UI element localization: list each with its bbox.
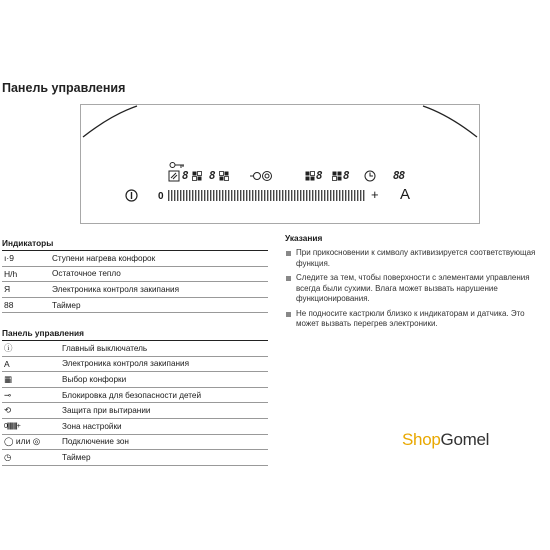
note-text: Следите за тем, чтобы поверхности с элементами управления всегда были сухими. Влага может вызвать нарушение функционирования. xyxy=(296,273,530,303)
table-row xyxy=(2,282,268,298)
display-3: 8 xyxy=(316,169,322,182)
key-lock-icon[interactable] xyxy=(169,161,185,169)
row-label: Таймер xyxy=(62,452,91,462)
row-label: Электроника контроля закипания xyxy=(52,284,180,294)
table-row xyxy=(2,435,268,451)
note-item xyxy=(285,248,549,269)
note-item xyxy=(285,273,549,305)
cooktop-curve-right xyxy=(419,105,479,145)
zone-select-icon-1[interactable] xyxy=(192,171,202,181)
table-row xyxy=(2,419,268,435)
key-lock-icon: ⊸ xyxy=(4,389,12,400)
bullet-icon xyxy=(286,312,291,317)
display-4: 8 xyxy=(343,169,349,182)
row-label: Блокировка для безопасности детей xyxy=(62,390,202,400)
notes-title: Указания xyxy=(285,233,323,243)
slider-zero-label: 0 xyxy=(158,191,164,202)
timer-icon: ◷ xyxy=(4,451,12,462)
timer-icon[interactable] xyxy=(364,170,376,182)
slider-plus-label: + xyxy=(371,187,379,202)
boil-control-icon: A xyxy=(4,358,10,369)
brand-part-2: Gomel xyxy=(440,430,490,449)
note-item xyxy=(285,309,549,330)
controls-title: Панель управления xyxy=(2,328,268,341)
bullet-icon xyxy=(286,251,291,256)
row-label: Выбор конфорки xyxy=(62,374,127,384)
brand-part-1: Shop xyxy=(402,430,441,449)
control-panel-illustration xyxy=(80,104,480,224)
controls-section xyxy=(2,328,268,466)
zone-select-icon-4[interactable] xyxy=(332,171,342,181)
table-row xyxy=(2,251,268,267)
boil-control-symbol: Я xyxy=(4,284,11,295)
table-row xyxy=(2,388,268,404)
zone-select-icon: ▦ xyxy=(4,373,13,384)
cooktop-curve-left xyxy=(81,105,141,145)
notes-section xyxy=(285,233,549,334)
note-text: При прикосновении к символу активизируется соответствующая функция. xyxy=(296,248,536,268)
power-icon[interactable] xyxy=(125,189,138,202)
row-label: Зона настройки xyxy=(62,421,122,431)
table-row xyxy=(2,372,268,388)
table-row xyxy=(2,403,268,419)
zone-select-icon-3[interactable] xyxy=(305,171,315,181)
power-icon: ⓘ xyxy=(4,343,13,354)
timer-display-symbol: 88 xyxy=(4,300,14,311)
page-title: Панель управления xyxy=(2,81,126,95)
brand-logo xyxy=(402,430,489,450)
zone-select-icon-2[interactable] xyxy=(219,171,229,181)
timer-display: 88 xyxy=(393,169,405,182)
wipe-protection-icon: ⟲ xyxy=(4,405,12,416)
row-label: Остаточное тепло xyxy=(52,269,121,279)
bullet-icon xyxy=(286,276,291,281)
display-1: 8 xyxy=(182,169,188,182)
heat-level-symbol: ı·9 xyxy=(4,253,14,264)
wipe-protection-icon[interactable] xyxy=(168,170,180,182)
indicators-title: Индикаторы xyxy=(2,238,268,251)
row-label: Электроника контроля закипания xyxy=(62,359,190,369)
table-row xyxy=(2,357,268,373)
table-row xyxy=(2,450,268,466)
note-text: Не подносите кастрюли близко к индикаторам и датчика. Это может вызвать перегрев электроники. xyxy=(296,308,525,328)
display-2: 8 xyxy=(209,169,215,182)
boil-control-button[interactable]: A xyxy=(400,186,411,203)
row-label: Главный выключатель xyxy=(62,343,148,353)
zone-connection-icon: ◯ или ◎ xyxy=(4,436,41,447)
table-row xyxy=(2,267,268,283)
row-label: Подключение зон xyxy=(62,437,129,447)
indicators-section xyxy=(2,238,268,313)
zone-connection-icon[interactable] xyxy=(249,170,273,182)
table-row xyxy=(2,298,268,314)
slider-icon: 0||||||||||||+ xyxy=(4,422,20,430)
residual-heat-symbol: H/h xyxy=(4,268,18,279)
row-label: Ступени нагрева конфорок xyxy=(52,253,156,263)
row-label: Защита при вытирании xyxy=(62,406,151,416)
table-row xyxy=(2,341,268,357)
power-level-slider[interactable] xyxy=(168,190,366,201)
row-label: Таймер xyxy=(52,300,81,310)
